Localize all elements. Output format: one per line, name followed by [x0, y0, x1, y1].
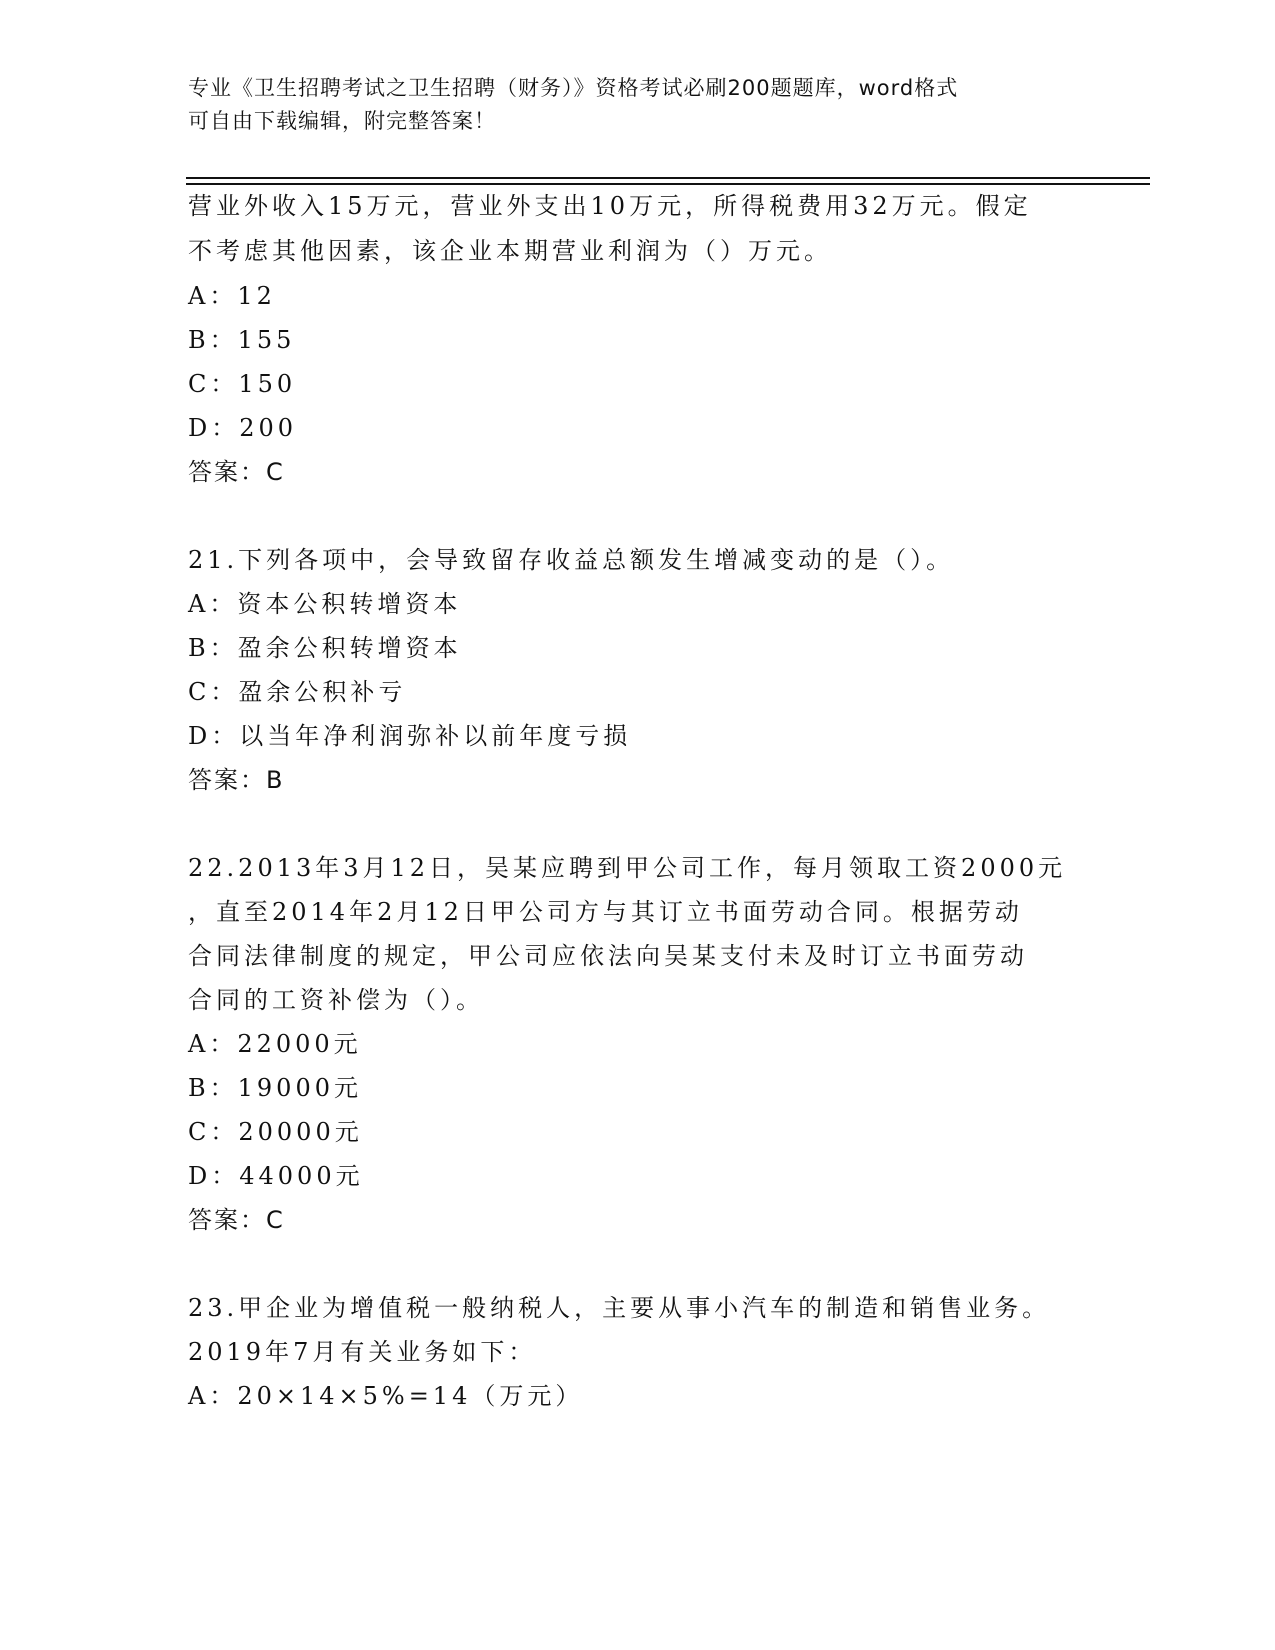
header-title-line-2: 可自由下载编辑，附完整答案！	[188, 109, 496, 133]
q20-option-c: C：150	[188, 370, 297, 398]
q22-stem-line-4: 合同的工资补偿为（）。	[188, 986, 484, 1014]
q22-option-d: D：44000元	[188, 1162, 364, 1190]
header-divider-bottom	[186, 183, 1150, 185]
document-header	[188, 72, 1088, 138]
q23-stem-line-2: 2019年7月有关业务如下：	[188, 1338, 537, 1366]
q22-stem-line-2: ，直至2014年2月12日甲公司方与其订立书面劳动合同。根据劳动	[188, 898, 1023, 926]
q22-stem-line-1: 22.2013年3月12日，吴某应聘到甲公司工作，每月领取工资2000元	[188, 854, 1067, 882]
q22-option-a: A：22000元	[188, 1030, 362, 1058]
q20-option-a: A：12	[188, 282, 276, 310]
q22-option-b: B：19000元	[188, 1074, 362, 1102]
q20-option-b: B：155	[188, 326, 296, 354]
q20-stem-line-1: 营业外收入15万元，营业外支出10万元，所得税费用32万元。假定	[188, 192, 1032, 220]
q21-option-c: C：盈余公积补亏	[188, 678, 407, 706]
q22-answer: 答案：C	[188, 1206, 285, 1234]
header-divider-top	[186, 177, 1150, 179]
q20-option-d: D：200	[188, 414, 298, 442]
q21-option-a: A：资本公积转增资本	[188, 590, 462, 618]
q21-option-b: B：盈余公积转增资本	[188, 634, 462, 662]
q23-stem-line-1: 23.甲企业为增值税一般纳税人，主要从事小汽车的制造和销售业务。	[188, 1294, 1051, 1322]
header-title-line-1: 专业《卫生招聘考试之卫生招聘（财务）》资格考试必刷200题题库，word格式	[188, 76, 959, 100]
q20-stem-line-2: 不考虑其他因素，该企业本期营业利润为（）万元。	[188, 237, 832, 265]
q21-stem-line-1: 21.下列各项中，会导致留存收益总额发生增减变动的是（）。	[188, 546, 955, 574]
q20-answer: 答案：C	[188, 458, 285, 486]
q21-option-d: D：以当年净利润弥补以前年度亏损	[188, 722, 632, 750]
q22-stem-line-3: 合同法律制度的规定，甲公司应依法向吴某支付未及时订立书面劳动	[188, 942, 1028, 970]
q22-option-c: C：20000元	[188, 1118, 363, 1146]
q21-answer: 答案：B	[188, 766, 285, 794]
q23-option-a: A：20×14×5%=14（万元）	[188, 1382, 584, 1410]
